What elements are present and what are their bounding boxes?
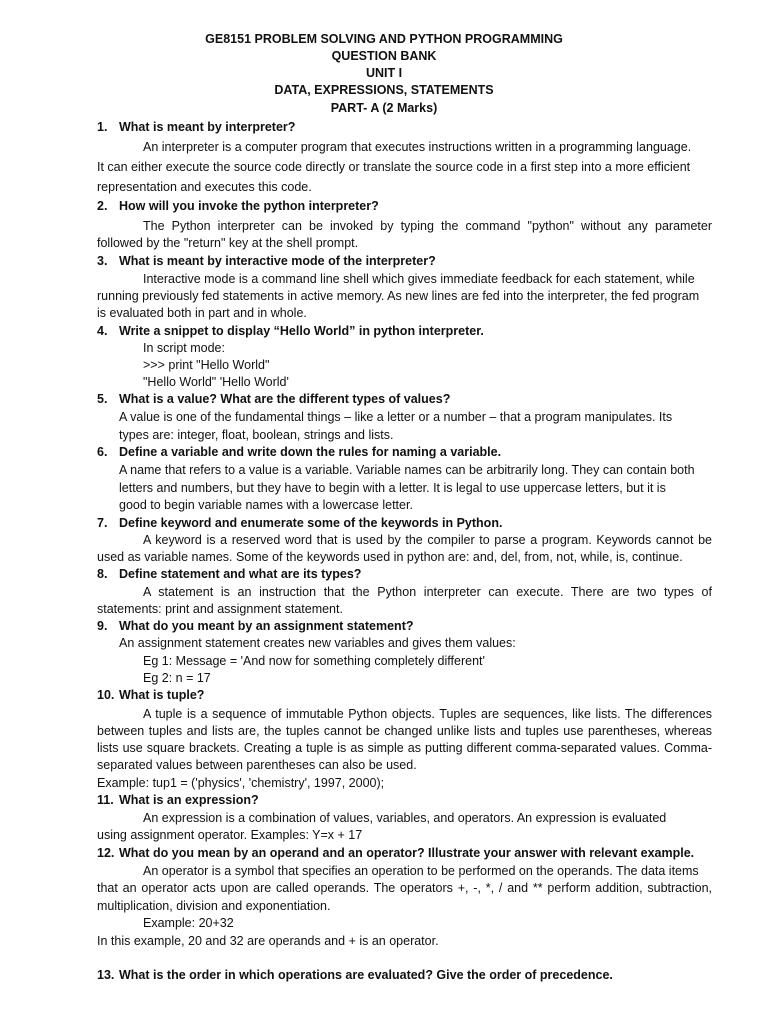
answer-line: using assignment operator. Examples: Y=x + 17 bbox=[97, 828, 363, 842]
answer-line: followed by the "return" key at the shell prompt. bbox=[97, 236, 359, 250]
answer-line: good to begin variable names with a lowercase letter. bbox=[119, 498, 413, 512]
answer-line: A tuple is a sequence of immutable Python objects. Tuples are sequences, like lists. The differences bbox=[143, 707, 712, 721]
answer-line: is evaluated both in part and in whole. bbox=[97, 306, 307, 320]
question-9: 9. What do you meant by an assignment statement? bbox=[97, 619, 414, 633]
question-7: 7. Define keyword and enumerate some of the keywords in Python. bbox=[97, 516, 503, 530]
answer-line: Interactive mode is a command line shell which gives immediate feedback for each statement, while bbox=[143, 272, 695, 286]
answer-line: A value is one of the fundamental things – like a letter or a number – that a program manipulates. Its bbox=[119, 410, 673, 424]
answer-line: running previously fed statements in active memory. As new lines are fed into the interpreter, the fed program bbox=[97, 289, 700, 303]
answer-line: An expression is a combination of values, variables, and operators. An expression is evaluated bbox=[143, 811, 667, 825]
answer-line: A keyword is a reserved word that is used by the compiler to parse a program. Keywords cannot be bbox=[143, 533, 712, 547]
question-11: 11. What is an expression? bbox=[97, 793, 259, 807]
answer-line: An operator is a symbol that specifies an operation to be performed on the operands. The data items bbox=[143, 864, 699, 878]
course-title: GE8151 PROBLEM SOLVING AND PYTHON PROGRAMMING bbox=[205, 32, 563, 46]
topic-title: DATA, EXPRESSIONS, STATEMENTS bbox=[274, 83, 494, 97]
answer-line: It can either execute the source code directly or translate the source code in a first step into a more efficient bbox=[97, 160, 691, 174]
answer-line: separated values between parentheses can also be used. bbox=[97, 758, 417, 772]
answer-line: letters and numbers, but they have to begin with a letter. It is legal to use uppercase letters, but it is bbox=[119, 481, 666, 495]
question-6: 6. Define a variable and write down the rules for naming a variable. bbox=[97, 445, 502, 459]
answer-line: types are: integer, float, boolean, strings and lists. bbox=[119, 428, 394, 442]
question-12: 12. What do you mean by an operand and an operator? Illustrate your answer with relevant example. bbox=[97, 846, 695, 860]
answer-line: between tuples and lists are, the tuples cannot be changed unlike lists and tuples use parentheses, whereas bbox=[97, 724, 712, 738]
question-8: 8. Define statement and what are its types? bbox=[97, 567, 362, 581]
answer-line: used as variable names. Some of the keywords used in python are: and, del, from, not, while, is, continue. bbox=[97, 550, 683, 564]
answer-line: A name that refers to a value is a variable. Variable names can be arbitrarily long. They can contain both bbox=[119, 463, 695, 477]
question-13: 13. What is the order in which operations are evaluated? Give the order of precedence. bbox=[97, 968, 613, 982]
code-line: >>> print "Hello World" bbox=[143, 358, 270, 372]
example-line: Example: 20+32 bbox=[143, 916, 234, 930]
answer-line: lists use square brackets. Creating a tuple is as simple as putting different comma-separated values. Comma- bbox=[97, 741, 712, 755]
answer-line: statements: print and assignment statement. bbox=[97, 602, 343, 616]
question-2: 2. How will you invoke the python interpreter? bbox=[97, 199, 379, 213]
example-line: Eg 2: n = 17 bbox=[143, 671, 211, 685]
part-label: PART- A (2 Marks) bbox=[330, 101, 438, 115]
answer-line: multiplication, division and exponentiation. bbox=[97, 899, 331, 913]
code-line: "Hello World" 'Hello World' bbox=[143, 375, 289, 389]
example-line: Example: tup1 = ('physics', 'chemistry', 1997, 2000); bbox=[97, 776, 385, 790]
question-1: 1. What is meant by interpreter? bbox=[97, 120, 296, 134]
answer-line: The Python interpreter can be invoked by typing the command "python" without any parameter bbox=[143, 219, 712, 233]
question-3: 3. What is meant by interactive mode of the interpreter? bbox=[97, 254, 436, 268]
answer-line: representation and executes this code. bbox=[97, 180, 312, 194]
doc-type: QUESTION BANK bbox=[331, 49, 437, 63]
example-line: Eg 1: Message = 'And now for something completely different' bbox=[143, 654, 485, 668]
question-4: 4. Write a snippet to display “Hello World” in python interpreter. bbox=[97, 324, 484, 338]
answer-line: An assignment statement creates new variables and gives them values: bbox=[119, 636, 516, 650]
answer-line: that an operator acts upon are called operands. The operators +, -, *, / and ** perform addition, subtraction, bbox=[97, 881, 712, 895]
answer-line: In this example, 20 and 32 are operands and + is an operator. bbox=[97, 934, 439, 948]
code-line: In script mode: bbox=[143, 341, 225, 355]
answer-line: An interpreter is a computer program that executes instructions written in a programming language. bbox=[143, 140, 692, 154]
question-10: 10. What is tuple? bbox=[97, 688, 205, 702]
unit-label: UNIT I bbox=[365, 66, 403, 80]
question-5: 5. What is a value? What are the different types of values? bbox=[97, 392, 451, 406]
answer-line: A statement is an instruction that the Python interpreter can execute. There are two types of bbox=[143, 585, 712, 599]
